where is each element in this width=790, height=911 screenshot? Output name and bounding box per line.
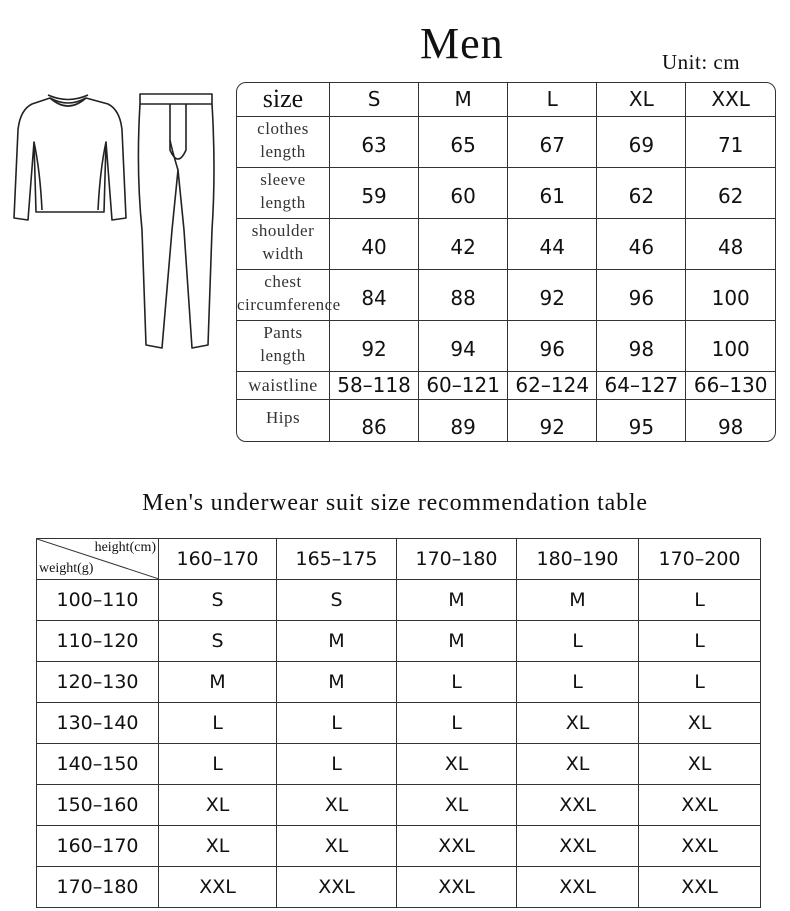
size-cell: XL bbox=[397, 744, 517, 785]
cell-value: 63 bbox=[330, 116, 419, 167]
size-cell: XXL bbox=[639, 826, 761, 867]
row-label: Pants length bbox=[237, 321, 330, 372]
size-cell: XXL bbox=[639, 867, 761, 908]
size-cell: M bbox=[397, 621, 517, 662]
size-cell: L bbox=[517, 621, 639, 662]
size-col-s: S bbox=[330, 83, 419, 116]
weight-label: 170–180 bbox=[37, 867, 159, 908]
table-row bbox=[237, 116, 775, 167]
size-cell: S bbox=[277, 580, 397, 621]
cell-value: 46 bbox=[597, 218, 686, 269]
cell-value: 95 bbox=[597, 399, 686, 441]
unit-label: Unit: cm bbox=[662, 50, 741, 74]
row-label: waistline bbox=[237, 372, 330, 399]
table-row bbox=[237, 321, 775, 372]
cell-value: 62–124 bbox=[508, 372, 597, 399]
shirt-icon bbox=[14, 95, 126, 220]
size-cell: L bbox=[517, 662, 639, 703]
size-header-row bbox=[237, 83, 775, 116]
size-cell: XXL bbox=[517, 867, 639, 908]
height-col: 180–190 bbox=[517, 539, 639, 580]
size-chart bbox=[236, 82, 776, 442]
cell-value: 96 bbox=[508, 321, 597, 372]
size-cell: XXL bbox=[397, 826, 517, 867]
size-cell: XL bbox=[277, 826, 397, 867]
row-label: sleeve length bbox=[237, 167, 330, 218]
cell-value: 69 bbox=[597, 116, 686, 167]
size-col-m: M bbox=[419, 83, 508, 116]
size-cell: L bbox=[277, 744, 397, 785]
cell-value: 62 bbox=[597, 167, 686, 218]
cell-value: 84 bbox=[330, 270, 419, 321]
table-row bbox=[237, 372, 775, 399]
row-label: chest circumference bbox=[237, 270, 330, 321]
cell-value: 44 bbox=[508, 218, 597, 269]
cell-value: 67 bbox=[508, 116, 597, 167]
weight-label: 140–150 bbox=[37, 744, 159, 785]
size-cell: XL bbox=[159, 826, 277, 867]
row-label: clothes length bbox=[237, 116, 330, 167]
size-cell: XXL bbox=[639, 785, 761, 826]
size-col-l: L bbox=[508, 83, 597, 116]
cell-value: 59 bbox=[330, 167, 419, 218]
cell-value: 48 bbox=[686, 218, 775, 269]
size-cell: M bbox=[277, 621, 397, 662]
cell-value: 100 bbox=[686, 270, 775, 321]
page-title: Men bbox=[420, 19, 504, 68]
table-row bbox=[37, 662, 761, 703]
table-row bbox=[37, 826, 761, 867]
cell-value: 64–127 bbox=[597, 372, 686, 399]
size-cell: L bbox=[639, 621, 761, 662]
size-cell: S bbox=[159, 580, 277, 621]
recommendation-title: Men's underwear suit size recommendation table bbox=[142, 490, 648, 516]
cell-value: 62 bbox=[686, 167, 775, 218]
table-row bbox=[237, 167, 775, 218]
height-col: 170–180 bbox=[397, 539, 517, 580]
table-row bbox=[37, 703, 761, 744]
row-label: shoulder width bbox=[237, 218, 330, 269]
table-row bbox=[237, 218, 775, 269]
size-cell: M bbox=[159, 662, 277, 703]
table-row bbox=[37, 621, 761, 662]
cell-value: 100 bbox=[686, 321, 775, 372]
size-cell: M bbox=[397, 580, 517, 621]
size-cell: L bbox=[639, 580, 761, 621]
weight-axis-label: weight(g) bbox=[39, 561, 94, 576]
height-col: 160–170 bbox=[159, 539, 277, 580]
weight-label: 160–170 bbox=[37, 826, 159, 867]
size-cell: M bbox=[277, 662, 397, 703]
cell-value: 61 bbox=[508, 167, 597, 218]
size-cell: XXL bbox=[159, 867, 277, 908]
recommendation-table bbox=[36, 538, 761, 908]
cell-value: 40 bbox=[330, 218, 419, 269]
cell-value: 58–118 bbox=[330, 372, 419, 399]
table-row bbox=[237, 399, 775, 441]
cell-value: 42 bbox=[419, 218, 508, 269]
height-axis-label: height(cm) bbox=[94, 540, 156, 555]
weight-label: 110–120 bbox=[37, 621, 159, 662]
corner-cell bbox=[37, 539, 159, 580]
size-cell: XXL bbox=[277, 867, 397, 908]
height-col: 165–175 bbox=[277, 539, 397, 580]
cell-value: 94 bbox=[419, 321, 508, 372]
table-row bbox=[37, 867, 761, 908]
table-row bbox=[237, 270, 775, 321]
size-cell: XXL bbox=[517, 826, 639, 867]
size-cell: L bbox=[397, 662, 517, 703]
table-row bbox=[37, 744, 761, 785]
size-cell: XXL bbox=[517, 785, 639, 826]
size-cell: L bbox=[159, 744, 277, 785]
table-row bbox=[37, 785, 761, 826]
size-col-xxl: XXL bbox=[686, 83, 775, 116]
size-cell: L bbox=[277, 703, 397, 744]
size-cell: L bbox=[639, 662, 761, 703]
size-cell: XXL bbox=[397, 867, 517, 908]
pants-icon bbox=[138, 94, 214, 348]
cell-value: 86 bbox=[330, 399, 419, 441]
size-col-xl: XL bbox=[597, 83, 686, 116]
size-cell: XL bbox=[517, 744, 639, 785]
recommendation-header-row bbox=[37, 539, 761, 580]
size-cell: XL bbox=[397, 785, 517, 826]
cell-value: 98 bbox=[597, 321, 686, 372]
cell-value: 89 bbox=[419, 399, 508, 441]
cell-value: 96 bbox=[597, 270, 686, 321]
size-cell: L bbox=[159, 703, 277, 744]
cell-value: 92 bbox=[508, 270, 597, 321]
cell-value: 65 bbox=[419, 116, 508, 167]
size-corner-label: size bbox=[237, 83, 330, 116]
weight-label: 100–110 bbox=[37, 580, 159, 621]
size-cell: XL bbox=[639, 744, 761, 785]
weight-label: 130–140 bbox=[37, 703, 159, 744]
height-col: 170–200 bbox=[639, 539, 761, 580]
garment-illustration bbox=[12, 90, 222, 355]
cell-value: 60 bbox=[419, 167, 508, 218]
cell-value: 71 bbox=[686, 116, 775, 167]
cell-value: 92 bbox=[508, 399, 597, 441]
size-cell: XL bbox=[159, 785, 277, 826]
cell-value: 60–121 bbox=[419, 372, 508, 399]
weight-label: 150–160 bbox=[37, 785, 159, 826]
size-cell: XL bbox=[517, 703, 639, 744]
size-cell: S bbox=[159, 621, 277, 662]
size-cell: XL bbox=[277, 785, 397, 826]
table-row bbox=[37, 580, 761, 621]
size-cell: M bbox=[517, 580, 639, 621]
cell-value: 98 bbox=[686, 399, 775, 441]
cell-value: 66–130 bbox=[686, 372, 775, 399]
row-label: Hips bbox=[237, 399, 330, 441]
cell-value: 92 bbox=[330, 321, 419, 372]
size-cell: XL bbox=[639, 703, 761, 744]
cell-value: 88 bbox=[419, 270, 508, 321]
weight-label: 120–130 bbox=[37, 662, 159, 703]
size-cell: L bbox=[397, 703, 517, 744]
